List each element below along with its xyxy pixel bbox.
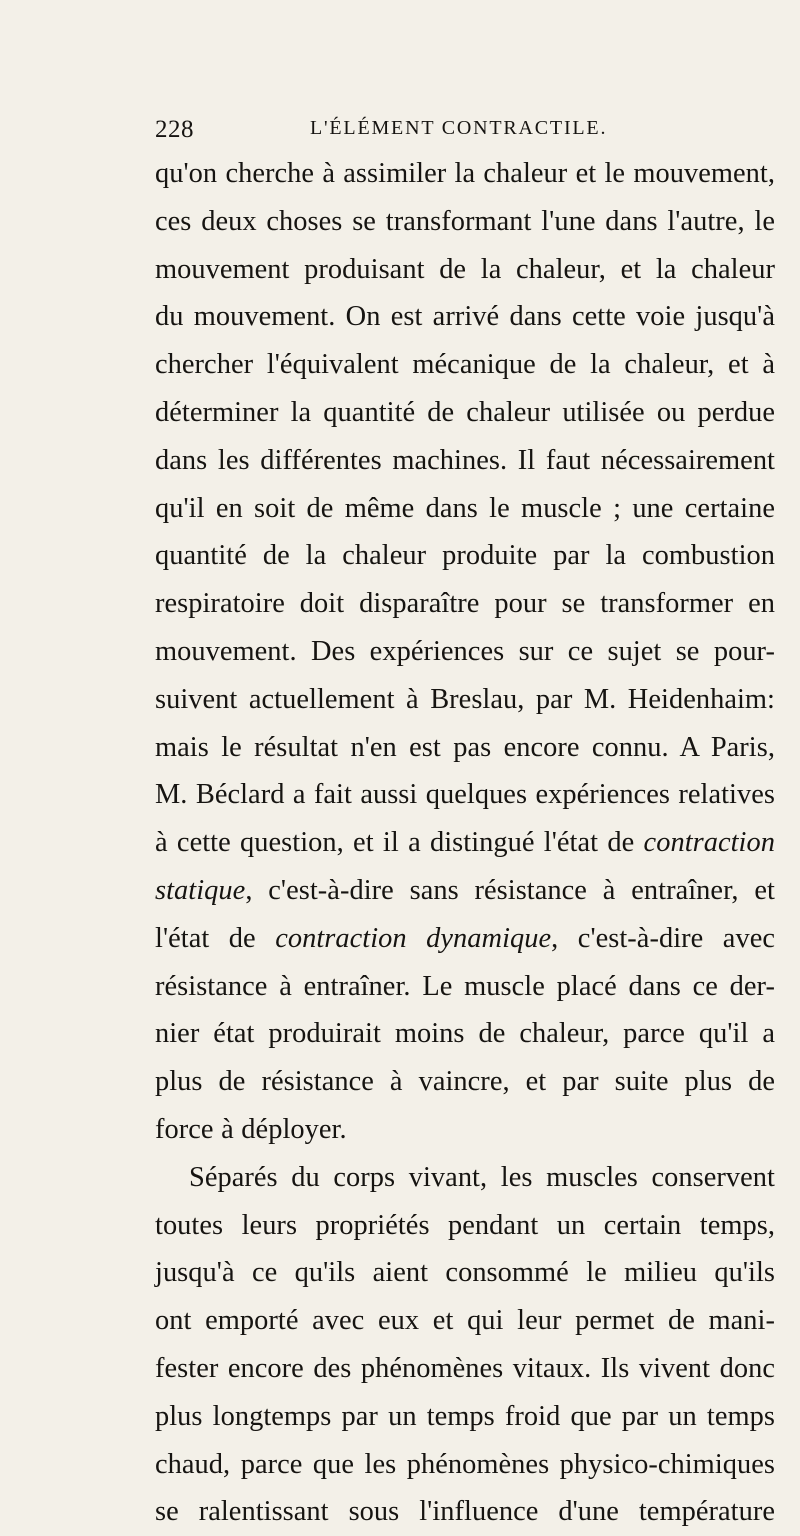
text-line: qu'on cherche à assimiler la chaleur et le mouvement, [155,158,775,189]
text-line: plus de résistance à vaincre, et par suite plus de [155,1066,775,1098]
text-line: chercher l'équivalent mécanique de la chaleur, et à [155,349,775,381]
text-line: M. Béclard a fait aussi quelques expériences relatives [155,779,775,811]
italic-term: statique [155,874,246,906]
text-line: nier état produirait moins de chaleur, parce qu'il a [155,1018,775,1050]
text-line: mouvement. Des expériences sur ce sujet se pour- [155,635,775,667]
text-line: force à déployer. [155,1113,347,1145]
text-line: se ralentissant sous l'influence d'une température [155,1496,775,1528]
text-line: respiratoire doit disparaître pour se transformer en [155,588,775,620]
text-line: mais le résultat n'en est pas encore connu. A Paris, [155,731,775,763]
text-line: à cette question, et il a distingué l'état de contraction [155,827,775,859]
text-line: jusqu'à ce qu'ils aient consommé le milieu qu'ils [155,1257,775,1289]
page-number: 228 [155,116,194,143]
text-line: suivent actuellement à Breslau, par M. Heidenhaim: [155,683,775,715]
text-line: fester encore des phénomènes vitaux. Ils vivent donc [155,1352,775,1384]
text-line: plus longtemps par un temps froid que par un temps [155,1400,775,1432]
text-line: résistance à entraîner. Le muscle placé dans ce der- [155,970,775,1002]
italic-term: contraction [643,827,775,859]
text-line: Séparés du corps vivant, les muscles conservent [189,1161,775,1193]
italic-term: contraction dynamique [275,922,552,954]
body-text [155,150,775,1536]
text-line: qu'il en soit de même dans le muscle ; une certaine [155,492,775,524]
running-head [155,116,775,146]
text-line: l'état de contraction dynamique, c'est-à-dire avec [155,922,775,954]
text-line: ont emporté avec eux et qui leur permet de mani- [155,1305,775,1337]
text-line: mouvement produisant de la chaleur, et la chaleur [155,253,775,285]
text-line: chaud, parce que les phénomènes physico-chimiques [155,1448,775,1480]
text-line: statique, c'est-à-dire sans résistance à entraîner, et [155,874,775,906]
text-line: déterminer la quantité de chaleur utilisée ou perdue [155,396,775,428]
text-line: toutes leurs propriétés pendant un certain temps, [155,1209,775,1241]
text-line: dans les différentes machines. Il faut nécessairement [155,444,775,476]
text-line: quantité de la chaleur produite par la combustion [155,540,775,572]
chapter-title: L'ÉLÉMENT CONTRACTILE. [310,117,608,139]
text-line: du mouvement. On est arrivé dans cette voie jusqu'à [155,301,775,333]
text-line: ces deux choses se transformant l'une dans l'autre, le [155,205,775,237]
